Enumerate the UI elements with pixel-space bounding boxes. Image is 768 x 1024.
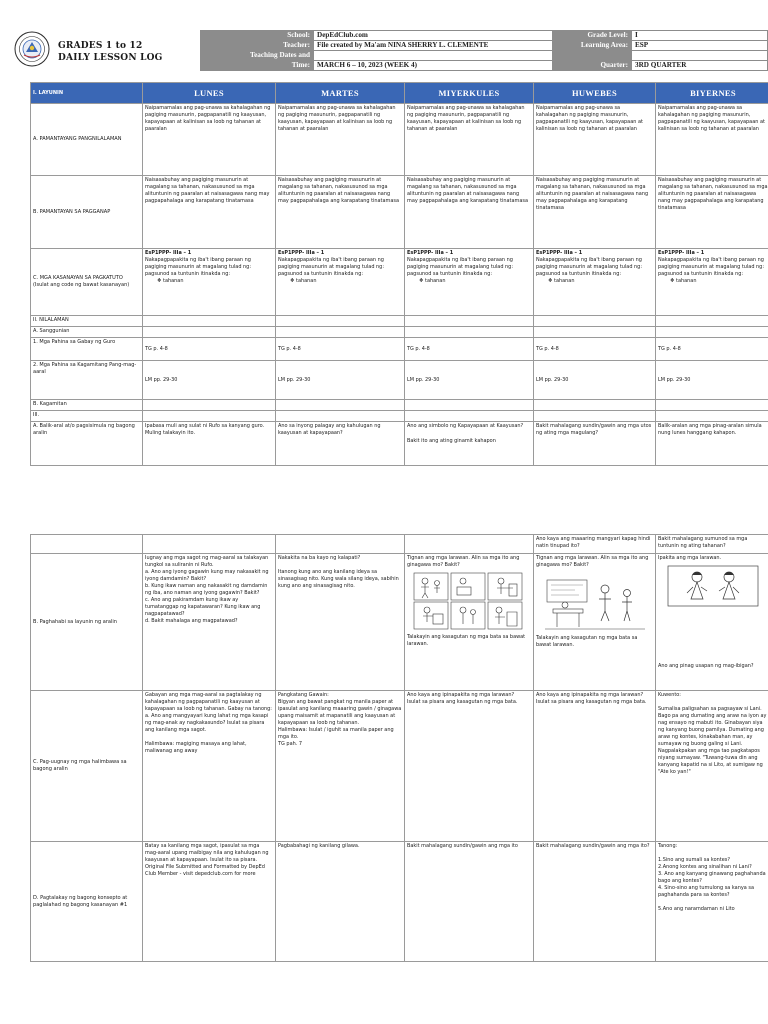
cell-uugnay-lunes (143, 691, 276, 842)
competency-text: Nakapagpapakita ng iba't ibang paraan ng pagiging masunurin at magalang tulad ng: pagsunod sa tuntunin itinakda ng: (278, 257, 384, 277)
cell-uugnay-martes (276, 691, 405, 842)
cell-uugnay-biyernes (656, 691, 768, 842)
cell-uugnay-miyerkules (405, 691, 534, 842)
cell-b-biyernes: Naisasabuhay ang pagiging masunurin at magalang sa tahanan, nakasusunod sa mga alituntunin ng paaralan at naisasagawa nang may pagpapahalaga ang karapatang tinatamasa (656, 176, 768, 249)
day-header-huwebes: HUWEBES (534, 83, 656, 104)
competency-bullet: ❖ tahanan (670, 278, 697, 284)
dates-label-2: Time: (201, 61, 314, 71)
row-label-pag-uugnay: C. Pag-uugnay ng mga halimbawa sa bagong aralin (31, 691, 143, 842)
competency-text: Nakapagpapakita ng iba't ibang paraan ng pagiging masunurin at magalang tulad ng: pagsunod sa tuntunin itinakda ng: (145, 257, 251, 277)
section-sanggunian: A. Sanggunian (31, 327, 143, 338)
cell-uugnay-huwebes (534, 691, 656, 842)
cell-balik-biyernes: Balik-aralan ang mga pinag-aralan simula nung lunes hanggang kahapon. (656, 422, 768, 466)
habi-fri-bottom: Ano ang pinag usapan ng mag-ibigan? (658, 663, 754, 669)
cell-tg-lunes: TG p. 4-8 (143, 338, 276, 361)
layunin-heading: I. LAYUNIN (31, 83, 143, 104)
talakay-wed-text: Bakit mahalagang sundin/gawin ang mga ito (407, 843, 518, 849)
cell-balik-lunes: Ipabasa muli ang sulat ni Rufo sa kanyang guro. Muling talakayin ito. (143, 422, 276, 466)
cell-talakay-biyernes (656, 842, 768, 962)
cell-b-huwebes: Naisasabuhay ang pagiging masunurin at magalang sa tahanan, nakasusunod sa mga alituntunin ng paaralan at naisasagawa nang may pagpapahalaga ang karapatang tinatamasa (534, 176, 656, 249)
document-title (58, 40, 163, 64)
uugnay-lunes-text: Gabayan ang mga mag-aaral sa pagtalakay ng kahalagahan ng pagpapanatili ng kaayusan at kapayapaan sa loob ng tahanan. Gabay na tanong: a. Ano ang mangyayari kung lahat ng mga kasapi ng mag-anak ay nagkakasundo? Isulat sa pisara ang kanilang mga sagot. Halimbawa: magiging masaya ang lahat, maliwanag ang away (145, 692, 272, 754)
cell-balik-miyerkules (405, 422, 534, 466)
teacher-value: File created by Ma'am NINA SHERRY L. CLEMENTE (314, 41, 553, 51)
cell-tg-martes: TG p. 4-8 (276, 338, 405, 361)
day-header-martes: MARTES (276, 83, 405, 104)
cell-c-miyerkules (405, 249, 534, 316)
cell-lm-lunes: LM pp. 29-30 (143, 361, 276, 400)
habi-martes-text: Nakakita na ba kayo ng kalapati? Itanong kung ano ang kanilang ideya sa sinasagisag nito. Kung wala silang ideya, sabihin kung ano ang sinasagisag nito. (278, 555, 399, 589)
school-label: School: (201, 31, 314, 41)
cell-a-lunes: Naipamamalas ang pag-unawa sa kahalagahan ng pagiging masunurin, pagpapanatili ng kaayusan, kapayapaan at kalinisan sa loob ng tahanan at paaralan (143, 104, 276, 176)
cell-c-biyernes (656, 249, 768, 316)
balik-wed-text: Ano ang simbolo ng Kapayapaan at Kaayusan? (407, 423, 524, 429)
cell-b-miyerkules: Naisasabuhay ang pagiging masunurin at magalang sa tahanan, nakasusunod sa mga alituntunin ng paaralan at naisasagawa nang may pagpapahalaga ang karapatang tinatamasa (405, 176, 534, 249)
competency-code: EsP1PPP- IIIa – 1 (658, 250, 705, 256)
cell-a-huwebes: Naipamamalas ang pag-unawa sa kahalagahan ng pagiging masunurin, pagpapanatili ng kaayusan, kapayapaan at kalinisan sa loob ng tahanan at paaralan (534, 104, 656, 176)
competency-text: Nakapagpapakita ng iba't ibang paraan ng pagiging masunurin at magalang tulad ng: pagsunod sa tuntunin itinakda ng: (407, 257, 513, 277)
habi-thu-top: Tignan ang mga larawan. Alin sa mga ito ang ginagawa mo? Bakit? (536, 555, 649, 568)
cell-a-biyernes: Naipamamalas ang pag-unawa sa kahalagahan ng pagiging masunurin, pagpapanatili ng kaayusan, kapayapaan at kalinisan sa loob ng tahanan at paaralan (656, 104, 768, 176)
cell-top-huwebes: Ano kaya ang maaaring mangyari kapag hindi natin tinupad ito? (534, 535, 656, 554)
cell-habi-huwebes (534, 554, 656, 691)
uugnay-wed-text: Ano kaya ang ipinapakita ng mga larawan? Isulat sa pisara ang kasagutan ng mga bata. (407, 692, 518, 705)
cell-habi-biyernes (656, 554, 768, 691)
learning-area-value: ESP (632, 41, 768, 51)
grade-level-value: I (632, 31, 768, 41)
row-label-pamantayang-pangnilalaman: A. PAMANTAYANG PANGNILALAMAN (31, 104, 143, 176)
day-header-biyernes: BIYERNES (656, 83, 768, 104)
cell-b-martes: Naisasabuhay ang pagiging masunurin at magalang sa tahanan, nakasusunod sa mga alituntunin ng paaralan at naisasagawa nang may pagpapahalaga ang karapatang tinatamasa (276, 176, 405, 249)
cell-a-miyerkules: Naipamamalas ang pag-unawa sa kahalagahan ng pagiging masunurin, pagpapanatili ng kaayusan, kapayapaan at kalinisan sa loob ng tahanan at paaralan (405, 104, 534, 176)
section-iii: III. (31, 411, 143, 422)
row-label-kasanayan: C. MGA KASANAYAN SA PAGKATUTO (Isulat ang code ng bawat kasanayan) (31, 249, 143, 316)
cell-talakay-miyerkules (405, 842, 534, 962)
grade-level-label: Grade Level: (553, 31, 632, 41)
day-header-lunes: LUNES (143, 83, 276, 104)
cell-habi-miyerkules (405, 554, 534, 691)
cell-talakay-lunes (143, 842, 276, 962)
cell-lm-miyerkules: LM pp. 29-30 (405, 361, 534, 400)
cell-top-biyernes: Bakit mahalagang sumunod sa mga tuntunin ng ating tahanan? (656, 535, 768, 554)
teacher-label: Teacher: (201, 41, 314, 51)
title-grades: GRADES 1 to 12 (58, 41, 143, 51)
balik-wed-extra: Bakit ito ang ating ginamit kahapon (407, 438, 496, 444)
dates-label-1: Teaching Dates and (201, 51, 314, 61)
habi-wed-top: Tignan ang mga larawan. Alin sa mga ito ang ginagawa mo? Bakit? (407, 555, 520, 568)
row-label-pamantayan-sa-pagganap: B. PAMANTAYAN SA PAGGANAP (31, 176, 143, 249)
competency-bullet: ❖ tahanan (419, 278, 446, 284)
cell-balik-martes: Ano sa inyong palagay ang kahulugan ng kaayusan at kapayapaan? (276, 422, 405, 466)
uugnay-martes-text: Pangkatang Gawain: Bigyan ang bawat pangkat ng manila paper at ipasulat ang kanilang maaaring gawin / ginagawa upang maisamit at mapanatili ang kaayusan at kapayapaan sa loob ng tahanan. Halimbawa: Isulat / iguhit sa manila paper ang mga ito. TG pah. 7 (278, 692, 402, 747)
cell-tg-huwebes: TG p. 4-8 (534, 338, 656, 361)
talakay-fri-text: Tanong: 1.Sino ang sumali sa kontes? 2.Anong kontes ang sinalihan ni Lani? 3. Ano ang kanyang ginawang paghahanda bago ang kontes? 4. Sino-sino ang tumulong sa kanya sa paghahanda para sa kontes? 5.Ano ang naramdaman ni Lito (658, 843, 766, 912)
dates-value: MARCH 6 – 10, 2023 (WEEK 4) (314, 61, 553, 71)
deped-seal-icon (14, 31, 50, 67)
competency-code: EsP1PPP- IIIa – 1 (536, 250, 583, 256)
habi-lunes-text: Iugnay ang mga sagot ng mag-aaral sa talakayan tungkol sa suliranin ni Rufo. a. Ano ang iyong gagawin kung may nakasakit ng iyong damdamin? Bakit? b. Kung ikaw naman ang nakasakit ng damdamin ng iba, ano naman ang iyong gagawin? Bakit? c. Ano ang pakiramdam kung ikaw ay tumatanggap ng kapatawaran? Kung ikaw ang nagpapatawad? d. Bakit mahalaga ang magpatawad? (145, 555, 269, 624)
habi-fri-top: Ipakita ang mga larawan. (658, 555, 722, 561)
lesson-log-table-2 (30, 534, 768, 962)
section-nilalaman: II. NILALAMAN (31, 316, 143, 327)
competency-bullet: ❖ tahanan (157, 278, 184, 284)
talakay-martes-text: Pagbabahagi ng kanilang gilawa. (278, 843, 360, 849)
cell-c-huwebes (534, 249, 656, 316)
learning-area-label: Learning Area: (553, 41, 632, 51)
cell-c-lunes (143, 249, 276, 316)
row-label-paghahabi: B. Paghahabi sa layunin ng aralin (31, 554, 143, 691)
habi-wed-bottom: Talakayin ang kasagutan ng mga bata sa bawat larawan. (407, 634, 526, 647)
uugnay-fri-text: Kuwento: Sumalisa paligsahan sa pagsayaw si Lani. Bago pa ang dumating ang araw na iyon ay nag ensayo ng mabuti ito. Ginabayan siya ng kanyang buong pamilya. Dumating ang araw ng kontes, kinakabahan man, ay sumayaw ng buong galing si Lani. Nagpalakpakan ang mga tao pagkatapos niyang sumayaw. "Tuwang-tuwa din ang kanyang kapatid na si Lito, at sumigaw ng "Ate ko yan!" (658, 692, 767, 775)
competency-code: EsP1PPP- IIIa – 1 (278, 250, 325, 256)
cell-tg-miyerkules: TG p. 4-8 (405, 338, 534, 361)
competency-text: Nakapagpapakita ng iba't ibang paraan ng pagiging masunurin at magalang tulad ng: pagsunod sa tuntunin itinakda ng: (658, 257, 764, 277)
day-header-miyerkules: MIYERKULES (405, 83, 534, 104)
children-activities-illustration (413, 572, 525, 630)
cell-lm-martes: LM pp. 29-30 (276, 361, 405, 400)
lesson-log-table-1 (30, 82, 768, 466)
cell-talakay-huwebes (534, 842, 656, 962)
section-kagamitan: B. Kagamitan (31, 400, 143, 411)
uugnay-thu-text: Ano kaya ang ipinapakita ng mga larawan? Isulat sa pisara ang kasagutan ng mga bata. (536, 692, 647, 705)
cell-habi-lunes (143, 554, 276, 691)
quarter-value: 3RD QUARTER (632, 61, 768, 71)
classroom-illustration (545, 577, 645, 631)
row-label-pagtalakay: D. Pagtalakay ng bagong konsepto at paglalahad ng bagong kasanayan #1 (31, 842, 143, 962)
habi-thu-bottom: Talakayin ang kasagutan ng mga bata sa bawat larawan. (536, 635, 638, 648)
competency-bullet: ❖ tahanan (548, 278, 575, 284)
competency-text: Nakapagpapakita ng iba't ibang paraan ng pagiging masunurin at magalang tulad ng: pagsunod sa tuntunin itinakda ng: (536, 257, 642, 277)
competency-code: EsP1PPP- IIIa – 1 (145, 250, 192, 256)
title-dll: DAILY LESSON LOG (58, 53, 163, 63)
row-label-balik-aral: A. Balik-aral at/o pagsisimula ng bagong aralin (31, 422, 143, 466)
cell-c-martes (276, 249, 405, 316)
school-value: DepEdClub.com (314, 31, 553, 41)
two-girls-talking-illustration (667, 565, 759, 607)
info-grid (200, 30, 768, 71)
talakay-thu-text: Bakit mahalagang sundin/gawin ang mga ito? (536, 843, 650, 849)
quarter-label: Quarter: (553, 61, 632, 71)
competency-bullet: ❖ tahanan (290, 278, 317, 284)
competency-code: EsP1PPP- IIIa – 1 (407, 250, 454, 256)
cell-tg-biyernes: TG p. 4-8 (656, 338, 768, 361)
row-label-gabay-ng-guro: 1. Mga Pahina sa Gabay ng Guro (31, 338, 143, 361)
talakay-lunes-text: Batay sa kanilang mga sagot, ipasulat sa mga mag-aaral upang maibigay nila ang kahulugan ng kaayusan at kapayapaan. Isulat ito sa pisara. Original File Submitted and Formatted by DepEd Club Member - visit depedclub.com for more (145, 843, 269, 877)
cell-balik-huwebes: Bakit mahalagang sundin/gawin ang mga utos ng ating mga magulang? (534, 422, 656, 466)
cell-b-lunes: Naisasabuhay ang pagiging masunurin at magalang sa tahanan, nakasusunod sa mga alituntunin ng paaralan at naisasagawa nang may pagpapahalaga ang karapatang tinatamasa (143, 176, 276, 249)
cell-a-martes: Naipamamalas ang pag-unawa sa kahalagahan ng pagiging masunurin, pagpapanatili ng kaayusan, kapayapaan at kalinisan sa loob ng tahanan at paaralan (276, 104, 405, 176)
cell-talakay-martes (276, 842, 405, 962)
cell-habi-martes (276, 554, 405, 691)
cell-lm-biyernes: LM pp. 29-30 (656, 361, 768, 400)
row-label-kagamitang-pang-mag-aaral: 2. Mga Pahina sa Kagamitang Pang-mag-aaral (31, 361, 143, 400)
cell-lm-huwebes: LM pp. 29-30 (534, 361, 656, 400)
